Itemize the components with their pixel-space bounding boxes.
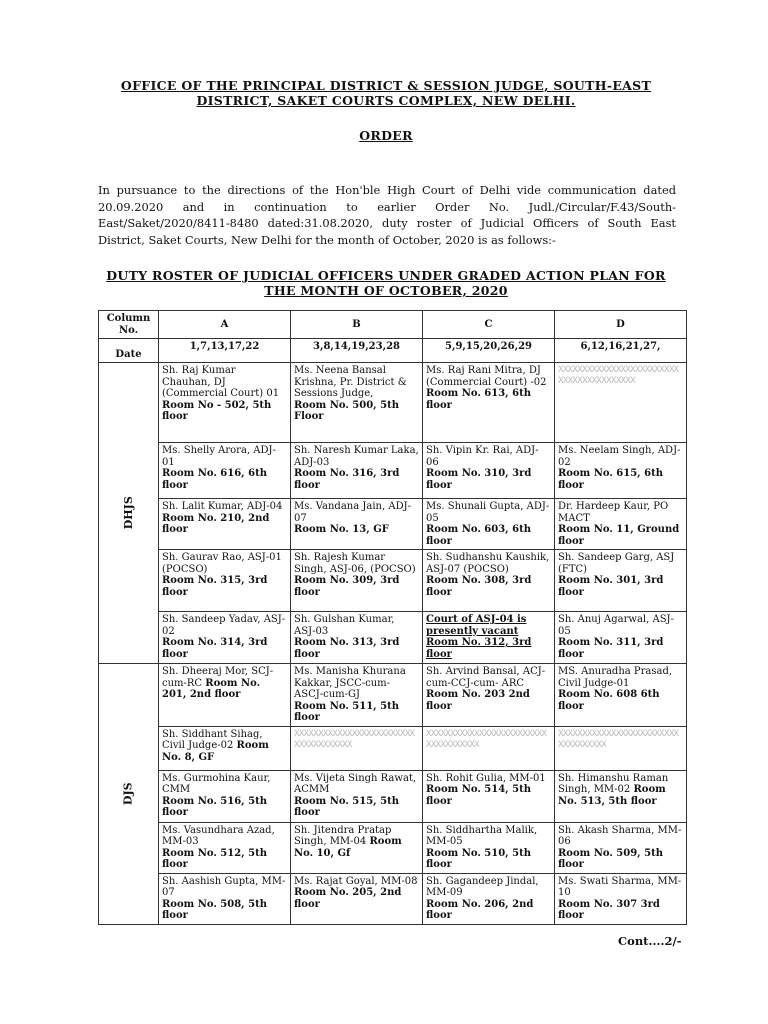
room-info: Room No. 201, 2nd floor [162,677,261,700]
roster-cell [159,499,291,550]
room-info: Room No. 309, 3rd floor [294,575,400,598]
officer-name: Sh. Aashish Gupta, MM-07 [162,875,286,898]
roster-cell [423,873,555,924]
table-row [99,550,687,612]
roster-cell [423,363,555,443]
office-heading: OFFICE OF THE PRINCIPAL DISTRICT & SESSION JUDGE, SOUTH-EAST DISTRICT, SAKET COURTS COMPLEX, NEW DELHI. [120,78,652,108]
roster-cell [423,822,555,873]
order-heading: ORDER [359,128,413,143]
roster-cell [423,664,555,727]
roster-cell [291,770,423,822]
roster-cell [555,612,687,664]
room-info: Room No. 615, 6th floor [558,468,663,491]
roster-cell [423,550,555,612]
room-info: Room No. 613, 6th floor [426,388,531,411]
room-info: Room No. 308, 3rd floor [426,575,532,598]
officer-name: Sh. Gagandeep Jindal, MM-09 [426,875,539,898]
column-b-header: B [291,311,423,339]
date-row [99,339,687,363]
struck-placeholder: XXXXXXXXXXXXXXXXXXXXXXXXXXXXXXXXXXXX [426,728,547,750]
roster-cell [291,873,423,924]
column-d-header: D [555,311,687,339]
roster-cell [555,550,687,612]
room-info: Room No. 210, 2nd floor [162,512,270,535]
officer-name: Sh. Siddhartha Malik, MM-05 [426,824,538,847]
roster-cell [291,499,423,550]
dates-a: 1,7,13,17,22 [159,339,291,363]
room-info: Room No. 608 6th floor [558,689,660,712]
room-info: Room No. 516, 5th floor [162,795,267,818]
group-dhjs [99,363,159,664]
table-row [99,363,687,443]
date-header: Date [99,339,159,363]
roster-cell [423,499,555,550]
roster-cell [423,612,555,664]
roster-cell [423,443,555,499]
table-row [99,443,687,499]
room-info: Room No. 312, 3rd floor [426,637,532,660]
table-row [99,499,687,550]
officer-name: Sh. Himanshu Raman Singh, MM-02 [558,772,669,795]
roster-cell [555,822,687,873]
officer-name: Sh. Vipin Kr. Rai, ADJ-06 [426,445,539,468]
officer-name: Sh. Gulshan Kumar, ASJ-03 [294,614,395,637]
duty-roster-table [98,310,687,925]
intro-paragraph: In pursuance to the directions of the Hon'ble High Court of Delhi vide communication dated 20.09.2020 and in continuation to earlier Order No. Judl./Circular/F.43/South-East/Saket/2020/8411-8480 dated:31.08.2020, duty roster of Judicial Officers of South East District, Saket Courts, New Delhi for the month of October, 2020 is as follows:- [98,183,676,247]
room-info: Room No. 510, 5th floor [426,847,531,870]
roster-cell [291,443,423,499]
officer-name: Ms. Shelly Arora, ADJ-01 [162,445,276,468]
officer-name: Ms. Neena Bansal Krishna, Pr. District & Sessions Judge, [294,365,407,399]
officer-name: Sh. Naresh Kumar Laka, ADJ-03 [294,445,419,468]
room-info: Room No. 509, 5th floor [558,847,663,870]
room-info: Room No. 13, GF [294,524,389,535]
room-info: Room No. 8, GF [162,740,269,763]
table-row [99,726,687,770]
roster-cell [423,770,555,822]
roster-cell [555,363,687,443]
room-info: Room No. 314, 3rd floor [162,637,268,660]
roster-cell [291,550,423,612]
table-row [99,612,687,664]
room-info: Room No. 205, 2nd floor [294,887,402,910]
officer-name: Dr. Hardeep Kaur, PO MACT [558,501,669,524]
room-info: Room No. 511, 5th floor [294,700,399,723]
roster-cell [159,443,291,499]
roster-cell [555,873,687,924]
roster-cell [291,363,423,443]
table-row [99,664,687,727]
roster-cell [555,443,687,499]
roster-cell [159,822,291,873]
continuation-note: Cont....2/- [618,934,682,948]
officer-name: Sh. Raj Kumar Chauhan, DJ (Commercial Court) 01 [162,365,280,399]
room-info: Room No. 11, Ground floor [558,524,680,547]
roster-cell [291,612,423,664]
roster-cell [555,770,687,822]
room-info: Room No. 513, 5th floor [558,784,666,807]
room-info: Room No. 603, 6th floor [426,524,531,547]
room-info: Room No. 512, 5th floor [162,847,267,870]
struck-placeholder: XXXXXXXXXXXXXXXXXXXXXXXXXXXXXXXXXXXXX [294,728,415,750]
officer-name: Ms. Rajat Goyal, MM-08 [294,875,418,887]
officer-name: Ms. Vijeta Singh Rawat, ACMM [294,772,417,795]
column-c-header: C [423,311,555,339]
struck-placeholder: XXXXXXXXXXXXXXXXXXXXXXXXXXXXXXXXXXXXXXXXX [558,365,679,386]
room-info: Room No. 508, 5th floor [162,898,267,921]
roster-cell [159,770,291,822]
officer-name: Sh. Sandeep Yadav, ASJ-02 [162,614,286,637]
officer-name: Ms. Vandana Jain, ADJ-07 [294,501,411,524]
group-label: DHJS [121,495,135,530]
room-info: Room No - 502, 5th floor [162,399,272,422]
table-row [99,822,687,873]
room-info: Room No. 301, 3rd floor [558,575,664,598]
officer-name: Ms. Manisha Khurana Kakkar, JSCC-cum-ASCJ-cum-GJ [294,666,406,700]
table-row [99,770,687,822]
officer-name: Ms. Shunali Gupta, ADJ-05 [426,501,550,524]
officer-name: Sh. Akash Sharma, MM-06 [558,824,682,847]
officer-name: Ms. Raj Rani Mitra, DJ (Commercial Court) -02 [426,365,547,388]
group-djs [99,664,159,925]
roster-cell [423,726,555,770]
room-info: Room No. 316, 3rd floor [294,468,400,491]
room-info: Room No. 315, 3rd floor [162,575,268,598]
roster-cell [555,499,687,550]
room-info: Room No. 206, 2nd floor [426,898,534,921]
table-row [99,873,687,924]
room-info: Room No. 10, Gf [294,836,402,859]
room-info: Room No. 310, 3rd floor [426,468,532,491]
roster-cell [159,550,291,612]
officer-name: Ms. Swati Sharma, MM-10 [558,875,682,898]
roster-cell [555,664,687,727]
dates-c: 5,9,15,20,26,29 [423,339,555,363]
officer-name: Sh. Lalit Kumar, ADJ-04 [162,501,283,512]
officer-name: Sh. Rohit Gulia, MM-01 [426,772,546,784]
dates-d: 6,12,16,21,27, [555,339,687,363]
room-info: Room No. 307 3rd floor [558,898,660,921]
officer-name: Sh. Dheeraj Mor, SCJ-cum-RC [162,666,274,689]
column-header-row [99,311,687,339]
roster-cell [159,873,291,924]
roster-cell [159,612,291,664]
officer-name: Sh. Rajesh Kumar Singh, ASJ-06, (POCSO) [294,552,416,575]
column-no-header: Column No. [99,311,159,339]
officer-name: MS. Anuradha Prasad, Civil Judge-01 [558,666,673,689]
vacant-court-note: Court of ASJ-04 is presently vacant [426,614,527,637]
roster-cell [159,363,291,443]
room-info: Room No. 616, 6th floor [162,468,267,491]
room-info: Room No. 514, 5th floor [426,784,531,807]
officer-name: Sh. Jitendra Pratap Singh, MM-04 [294,824,392,847]
roster-cell [291,726,423,770]
officer-name: Ms. Gurmohina Kaur, CMM [162,772,271,795]
officer-name: Sh. Gaurav Rao, ASJ-01 (POCSO) [162,552,282,575]
officer-name: Ms. Vasundhara Azad, MM-03 [162,824,275,847]
roster-cell [159,726,291,770]
column-a-header: A [159,311,291,339]
group-label: DJS [121,781,135,805]
officer-name: Sh. Sandeep Garg, ASJ (FTC) [558,552,675,575]
dates-b: 3,8,14,19,23,28 [291,339,423,363]
room-info: Room No. 515, 5th floor [294,795,399,818]
officer-name: Sh. Sudhanshu Kaushik, ASJ-07 (POCSO) [426,552,550,575]
officer-name: Ms. Neelam Singh, ADJ-02 [558,445,681,468]
room-info: Room No. 313, 3rd floor [294,637,400,660]
roster-title: DUTY ROSTER OF JUDICIAL OFFICERS UNDER GRADED ACTION PLAN FOR THE MONTH OF OCTOBER, 2020 [106,268,666,298]
roster-cell [555,726,687,770]
officer-name: Sh. Anuj Agarwal, ASJ-05 [558,614,674,637]
officer-name: Sh. Arvind Bansal, ACJ-cum-CCJ-cum- ARC [426,666,546,689]
room-info: Room No. 311, 3rd floor [558,637,664,660]
roster-cell [291,822,423,873]
struck-placeholder: XXXXXXXXXXXXXXXXXXXXXXXXXXXXXXXXXXX [558,728,679,750]
officer-name: Sh. Siddhant Sihag, Civil Judge-02 [162,728,263,751]
roster-cell [291,664,423,727]
roster-cell [159,664,291,727]
room-info: Room No. 203 2nd floor [426,689,530,712]
room-info: Room No. 500, 5th Floor [294,399,399,422]
